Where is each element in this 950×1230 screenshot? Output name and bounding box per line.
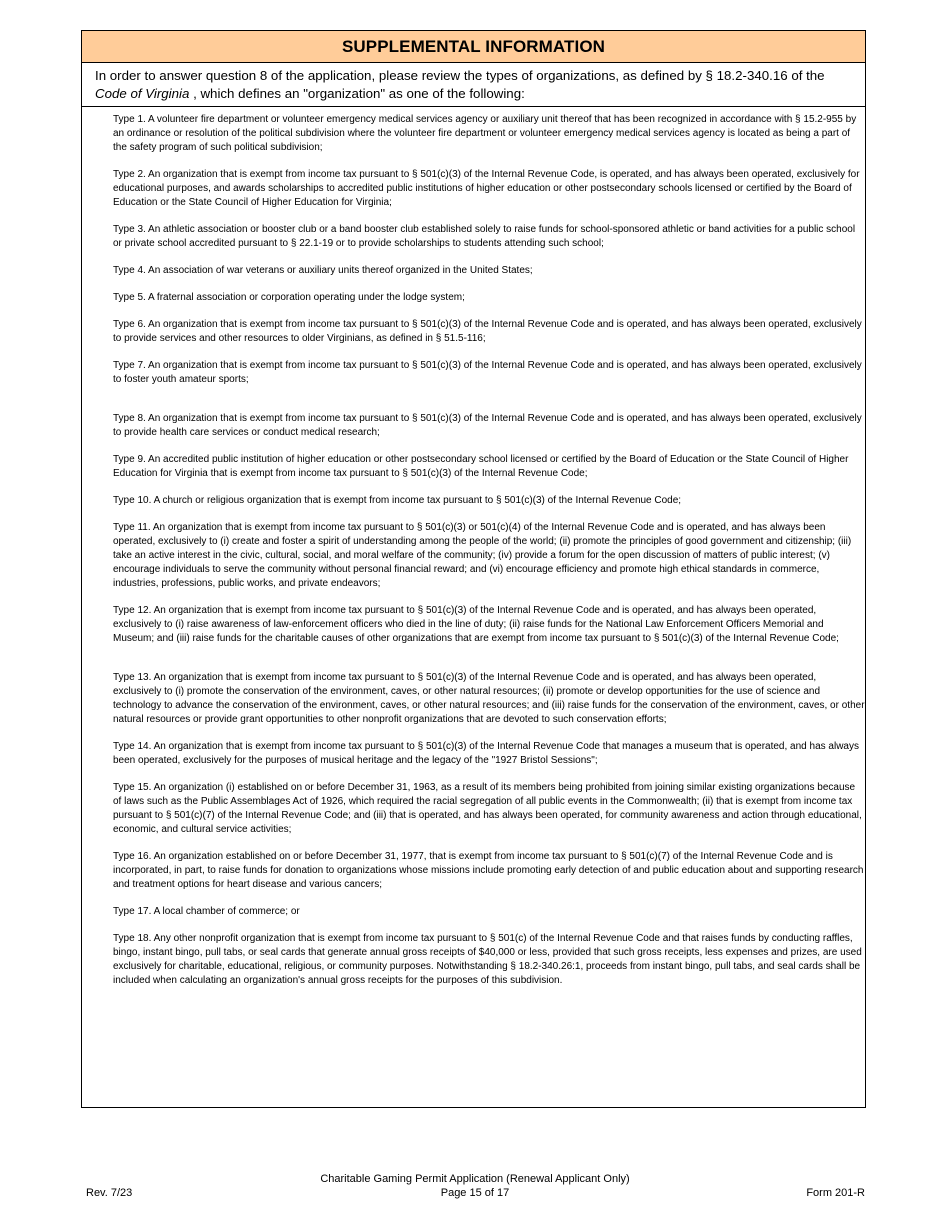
type-18-item: Type 18. Any other nonprofit organization that is exempt from income tax pursuant to § 501(c) of the Internal Revenue Code and that raises funds by conducting raffles, bingo, instant bingo, pull tabs, or seal cards that generate annual gross receipts of $40,000 or less, provided that such gross receipts, less expenses and prizes, are used exclusively for charitable, educational, religious, or community purposes. Notwithstanding § 18.2-340.26:1, proceeds from instant bingo, pull tabs, and seal cards shall be included when calculating an organization's annual gross receipts for the purposes of this subdivision. [113, 933, 862, 986]
supplemental-information-box [81, 30, 866, 1108]
footer-form-title: Charitable Gaming Permit Application (Renewal Applicant Only) [320, 1173, 630, 1185]
type-16-item: Type 16. An organization established on or before December 31, 1977, that is exempt from income tax pursuant to § 501(c)(7) of the Internal Revenue Code and is incorporated, in part, to raise funds for donation to organizations whose missions include promoting early detection of and public education about and supporting research and treatment options for heart disease and various cancers; [113, 851, 864, 890]
type-13-item: Type 13. An organization that is exempt from income tax pursuant to § 501(c)(3) of the Internal Revenue Code and is operated, and has always been operated, exclusively to (i) promote the conservation of the environment, caves, or other natural resources; (ii) promote or develop opportunities for the use of science and technology to advance the conservation of the environment, caves, or other natural resources; and (iii) raise funds for the conservation of the environment, caves, or other natural resources or provide grant opportunities to other nonprofit organizations that are devoted to such conservation efforts; [113, 672, 865, 725]
section-title: SUPPLEMENTAL INFORMATION [82, 31, 865, 63]
type-7-item: Type 7. An organization that is exempt from income tax pursuant to § 501(c)(3) of the Internal Revenue Code and is operated, and has always been operated, exclusively to foster youth amateur sports; [113, 360, 862, 385]
intro-text-part2: , which defines an "organization" as one of the following: [189, 86, 525, 101]
type-5-item: Type 5. A fraternal association or corporation operating under the lodge system; [113, 292, 465, 303]
type-4-item: Type 4. An association of war veterans or auxiliary units thereof organized in the United States; [113, 265, 533, 276]
type-1-item: Type 1. A volunteer fire department or volunteer emergency medical services agency or auxiliary unit thereof that has been recognized in accordance with § 15.2-955 by an ordinance or resolution of the political subdivision where the volunteer fire department or volunteer emergency medical services agency is located as being a part of the safety program of such political subdivision; [113, 114, 857, 153]
organization-types-list [82, 107, 866, 988]
type-6-item: Type 6. An organization that is exempt from income tax pursuant to § 501(c)(3) of the Internal Revenue Code and is operated, and has always been operated, exclusively to provide services and other resources to older Virginians, as defined in § 51.5-116; [113, 319, 862, 344]
footer-form-number: Form 201-R [806, 1187, 865, 1199]
type-15-item: Type 15. An organization (i) established on or before December 31, 1963, as a result of its members being prohibited from joining similar existing organizations because of laws such as the Public Assemblages Act of 1926, which required the racial segregation of all public events in the Commonwealth; (ii) that is exempt from income tax pursuant to § 501(c)(7) of the Internal Revenue Code; and (iii) that is operated, and has always been operated, for community awareness and action through educational, economic, and cultural service activities; [113, 782, 862, 835]
type-9-item: Type 9. An accredited public institution of higher education or other postsecondary school licensed or certified by the Board of Education or the State Council of Higher Education for Virginia that is exempt from income tax pursuant to § 501(c)(3) of the Internal Revenue Code; [113, 454, 849, 479]
type-2-item: Type 2. An organization that is exempt from income tax pursuant to § 501(c)(3) of the Internal Revenue Code, is operated, and has always been operated, exclusively for educational purposes, and awards scholarships to accredited public institutions of higher education or other postsecondary schools licensed or certified by the Board of Education or the State Council of Higher Education for Virginia; [113, 169, 860, 208]
footer-revision: Rev. 7/23 [86, 1187, 133, 1199]
type-3-item: Type 3. An athletic association or booster club or a band booster club established solely to raise funds for school-sponsored athletic or band activities for a public school or private school accredited pursuant to § 22.1-19 or to provide scholarships to students attending such school; [113, 224, 856, 249]
type-8-item: Type 8. An organization that is exempt from income tax pursuant to § 501(c)(3) of the Internal Revenue Code and is operated, and has always been operated, exclusively to provide health care services or conduct medical research; [113, 413, 862, 438]
intro-code-of-virginia: Code of Virginia [95, 86, 190, 101]
type-17-item: Type 17. A local chamber of commerce; or [113, 906, 300, 917]
type-11-item: Type 11. An organization that is exempt from income tax pursuant to § 501(c)(3) or 501(c)(4) of the Internal Revenue Code and is operated, and has always been operated, exclusively to (i) create and foster a spirit of understanding among the people of the world; (ii) promote the principles of good government and citizenship; (iii) take an active interest in the civic, cultural, social, and moral welfare of the community; (iv) provide a forum for the open discussion of matters of public interest; (v) encourage individuals to serve the community without personal financial reward; and (vi) encourage efficiency and promote high ethical standards in commerce, industries, professions, public works, and private endeavors; [113, 522, 852, 589]
intro-paragraph [82, 63, 865, 107]
type-10-item: Type 10. A church or religious organization that is exempt from income tax pursuant to § 501(c)(3) of the Internal Revenue Code; [113, 495, 682, 506]
footer-page-number: Page 15 of 17 [440, 1187, 510, 1199]
intro-text-part1: In order to answer question 8 of the application, please review the types of organizations, as defined by § 18.2-340.16 of the [95, 68, 825, 83]
type-12-item: Type 12. An organization that is exempt from income tax pursuant to § 501(c)(3) of the Internal Revenue Code and is operated, and has always been operated, exclusively to (i) raise awareness of law-enforcement officers who died in the line of duty; (ii) raise funds for the National Law Enforcement Officers Memorial and Museum; and (iii) raise funds for the charitable causes of other organizations that are exempt from income tax pursuant to § 501(c)(3) of the Internal Revenue Code; [113, 605, 839, 644]
type-14-item: Type 14. An organization that is exempt from income tax pursuant to § 501(c)(3) of the Internal Revenue Code that manages a museum that is operated, and has always been operated, exclusively for the purposes of musical heritage and the legacy of the "1927 Bristol Sessions"; [113, 741, 859, 766]
